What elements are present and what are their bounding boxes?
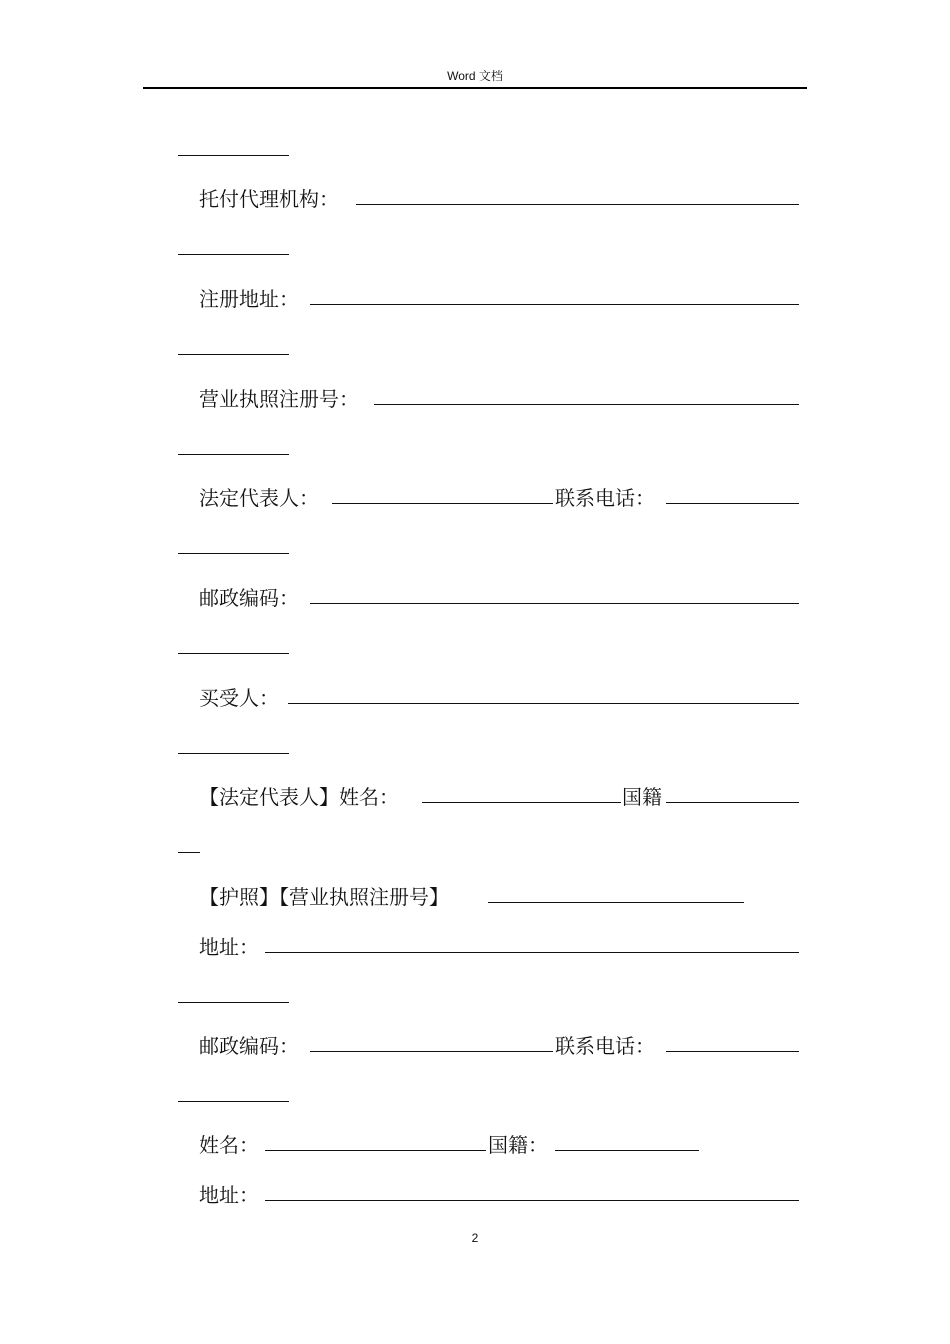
blank-line [178, 254, 289, 255]
blank-line [178, 852, 200, 853]
label-legal-rep: 法定代表人： [199, 486, 319, 510]
blank-line [422, 802, 621, 803]
label-buyer: 买受人： [199, 686, 279, 710]
label-business-license: 营业执照注册号： [199, 387, 359, 411]
header-title: Word 文档 [447, 69, 503, 83]
field-rep-name [0, 782, 950, 812]
field-passport [0, 882, 950, 912]
blank-line [265, 1150, 486, 1151]
field-postal-code [0, 583, 950, 613]
blank-line [178, 753, 289, 754]
label-postal-code: 邮政编码： [199, 586, 299, 610]
field-postal-code-2 [0, 1031, 950, 1061]
blank-continuation-line [0, 832, 950, 862]
blank-line [555, 1150, 699, 1151]
field-business-license [0, 384, 950, 414]
label-address-2: 地址： [199, 1183, 259, 1207]
page-number: 2 [471, 1231, 479, 1245]
blank-line [374, 404, 799, 405]
blank-line [178, 354, 289, 355]
field-address [0, 932, 950, 962]
blank-line [310, 304, 799, 305]
blank-line [178, 1101, 289, 1102]
blank-line [265, 1200, 799, 1201]
field-registered-address [0, 284, 950, 314]
blank-line [178, 553, 289, 554]
blank-continuation-line [0, 334, 950, 364]
blank-line [178, 155, 289, 156]
label-nationality: 国籍 [622, 785, 662, 809]
blank-line [666, 503, 799, 504]
label-name: 姓名： [199, 1133, 259, 1157]
field-agency [0, 184, 950, 214]
blank-line [288, 703, 799, 704]
label-passport: 【护照】【营业执照注册号】 [199, 885, 449, 909]
label-agency: 托付代理机构： [199, 187, 339, 211]
blank-line [265, 952, 799, 953]
blank-continuation-line [0, 234, 950, 264]
blank-line [178, 454, 289, 455]
blank-line [356, 204, 799, 205]
field-name [0, 1130, 950, 1160]
label-rep-name: 【法定代表人】姓名： [199, 785, 399, 809]
field-address-2 [0, 1180, 950, 1210]
blank-continuation-line [0, 633, 950, 663]
blank-line [666, 1051, 799, 1052]
blank-continuation-line [0, 1081, 950, 1111]
blank-line [488, 902, 744, 903]
label-nationality-2: 国籍： [488, 1133, 548, 1157]
blank-line [178, 1002, 289, 1003]
label-postal-code-2: 邮政编码： [199, 1034, 299, 1058]
page-footer [0, 1230, 950, 1246]
field-buyer [0, 683, 950, 713]
label-phone: 联系电话： [555, 486, 655, 510]
blank-line [178, 653, 289, 654]
label-address: 地址： [199, 935, 259, 959]
blank-line [310, 603, 799, 604]
blank-continuation-line [0, 434, 950, 464]
label-registered-address: 注册地址： [199, 287, 299, 311]
blank-continuation-line [0, 135, 950, 165]
blank-continuation-line [0, 733, 950, 763]
field-legal-rep [0, 483, 950, 513]
label-phone-2: 联系电话： [555, 1034, 655, 1058]
blank-line [666, 802, 799, 803]
blank-line [310, 1051, 553, 1052]
blank-line [332, 503, 553, 504]
page-header [143, 66, 807, 89]
blank-continuation-line [0, 533, 950, 563]
blank-continuation-line [0, 982, 950, 1012]
